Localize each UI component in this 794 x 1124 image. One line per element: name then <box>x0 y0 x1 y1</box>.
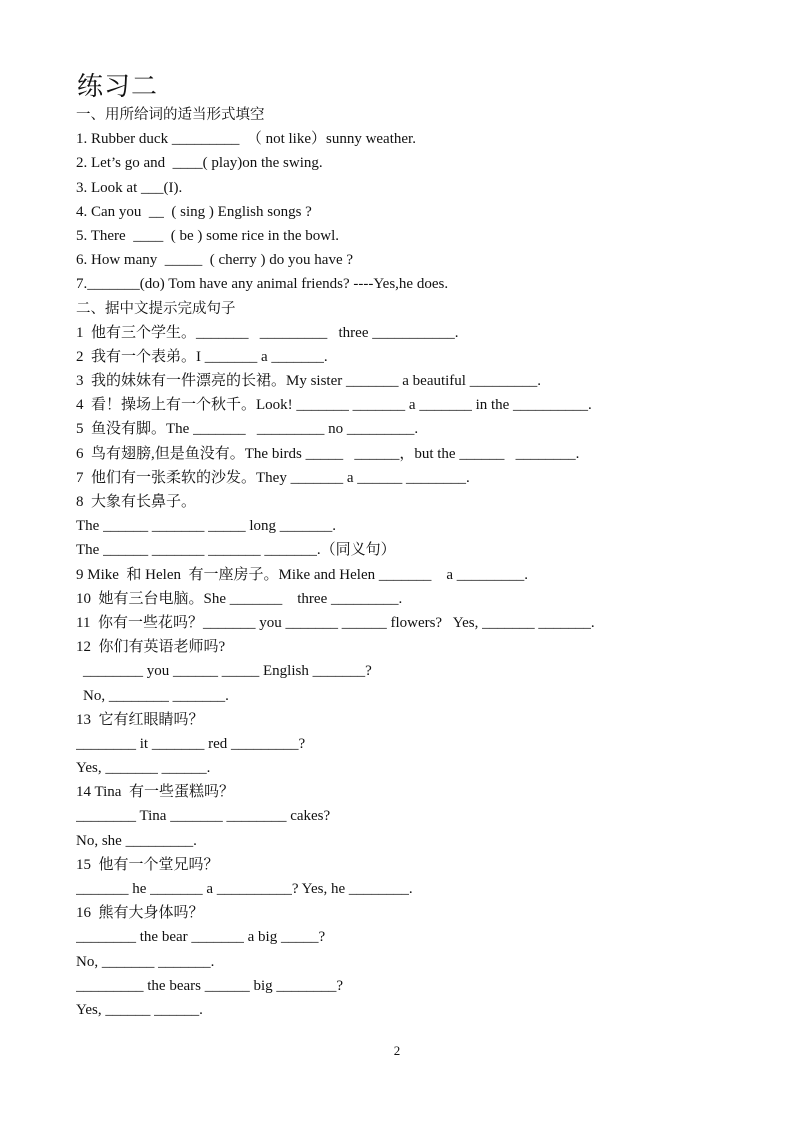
section-1-heading: 一、用所给词的适当形式填空 <box>76 107 265 123</box>
section-2-line: 9 Mike 和 Helen 有一座房子。Mike and Helen _______ a _________. <box>76 566 529 583</box>
section-2-line: ________ the bear _______ a big _____? <box>76 929 326 946</box>
section-2-line: 6 鸟有翅膀,但是鱼没有。The birds _____ ______，but the ______ ________. <box>76 445 580 462</box>
section-2-line: Yes, _______ ______. <box>76 760 211 777</box>
section-1-item: 3. Look at ___(I). <box>76 179 183 196</box>
section-2-line: ________ Tina _______ ________ cakes? <box>76 808 331 825</box>
section-2-line: Yes, ______ ______. <box>76 1001 203 1018</box>
section-2-line: 4 看！操场上有一个秋千。Look! _______ _______ a _______ in the __________. <box>76 397 592 414</box>
section-2-line: 14 Tina 有一些蛋糕吗？ <box>76 784 234 801</box>
section-2-line: 13 它有红眼睛吗？ <box>76 711 204 728</box>
section-2-line: 10 她有三台电脑。She _______ three _________. <box>76 590 403 607</box>
section-1-item: 2. Let’s go and ____( play)on the swing. <box>76 155 323 172</box>
section-1-item: 6. How many _____ ( cherry ) do you have ? <box>76 252 354 269</box>
section-2-line: The ______ _______ _______ _______.（同义句） <box>76 542 396 559</box>
section-2-line: 16 熊有大身体吗？ <box>76 905 204 922</box>
section-1-item: 5. There ____ ( be ) some rice in the bowl. <box>76 227 339 244</box>
section-2-heading: 二、据中文提示完成句子 <box>76 300 236 317</box>
section-2-line: The ______ _______ _____ long _______. <box>76 518 336 535</box>
section-2-line: No, she _________. <box>76 832 197 849</box>
section-2-line: 7 他们有一张柔软的沙发。They _______ a ______ ________. <box>76 469 470 486</box>
section-2-line: No, _______ _______. <box>76 953 215 970</box>
section-2-line: _______ he _______ a __________? Yes, he ________. <box>76 881 413 897</box>
section-2-line: No, ________ _______. <box>83 687 229 704</box>
section-2-line: ________ it _______ red _________? <box>76 735 306 752</box>
section-2-line: 8 大象有长鼻子。 <box>76 494 197 510</box>
section-1-item: 7._______(do) Tom have any animal friends? ----Yes,he does. <box>76 276 449 293</box>
page-number: 2 <box>393 1043 401 1058</box>
page-title: 练习二 <box>77 72 159 102</box>
section-2-line: ________ you ______ _____ English _______? <box>83 663 372 680</box>
section-1-item: 1. Rubber duck _________ （ not like）sunny weather. <box>76 131 416 148</box>
exercise-body <box>76 103 766 1022</box>
section-2-line: _________ the bears ______ big ________? <box>76 977 344 994</box>
section-2-line: 11 你有一些花吗？_______ you _______ ______ flowers? Yes, _______ _______. <box>76 614 595 631</box>
section-2-line: 12 你们有英语老师吗? <box>76 639 226 656</box>
section-2-line: 15 他有一个堂兄吗？ <box>76 856 219 873</box>
section-2-line: 2 我有一个表弟。I _______ a _______. <box>76 348 328 365</box>
section-2-line: 3 我的妹妹有一件漂亮的长裙。My sister _______ a beautiful _________. <box>76 373 541 390</box>
section-2-line: 1 他有三个学生。_______ _________ three ___________. <box>76 324 459 341</box>
section-1-item: 4. Can you __ ( sing ) English songs ? <box>76 203 312 220</box>
section-2-line: 5 鱼没有脚。The _______ _________ no _________. <box>76 421 419 438</box>
